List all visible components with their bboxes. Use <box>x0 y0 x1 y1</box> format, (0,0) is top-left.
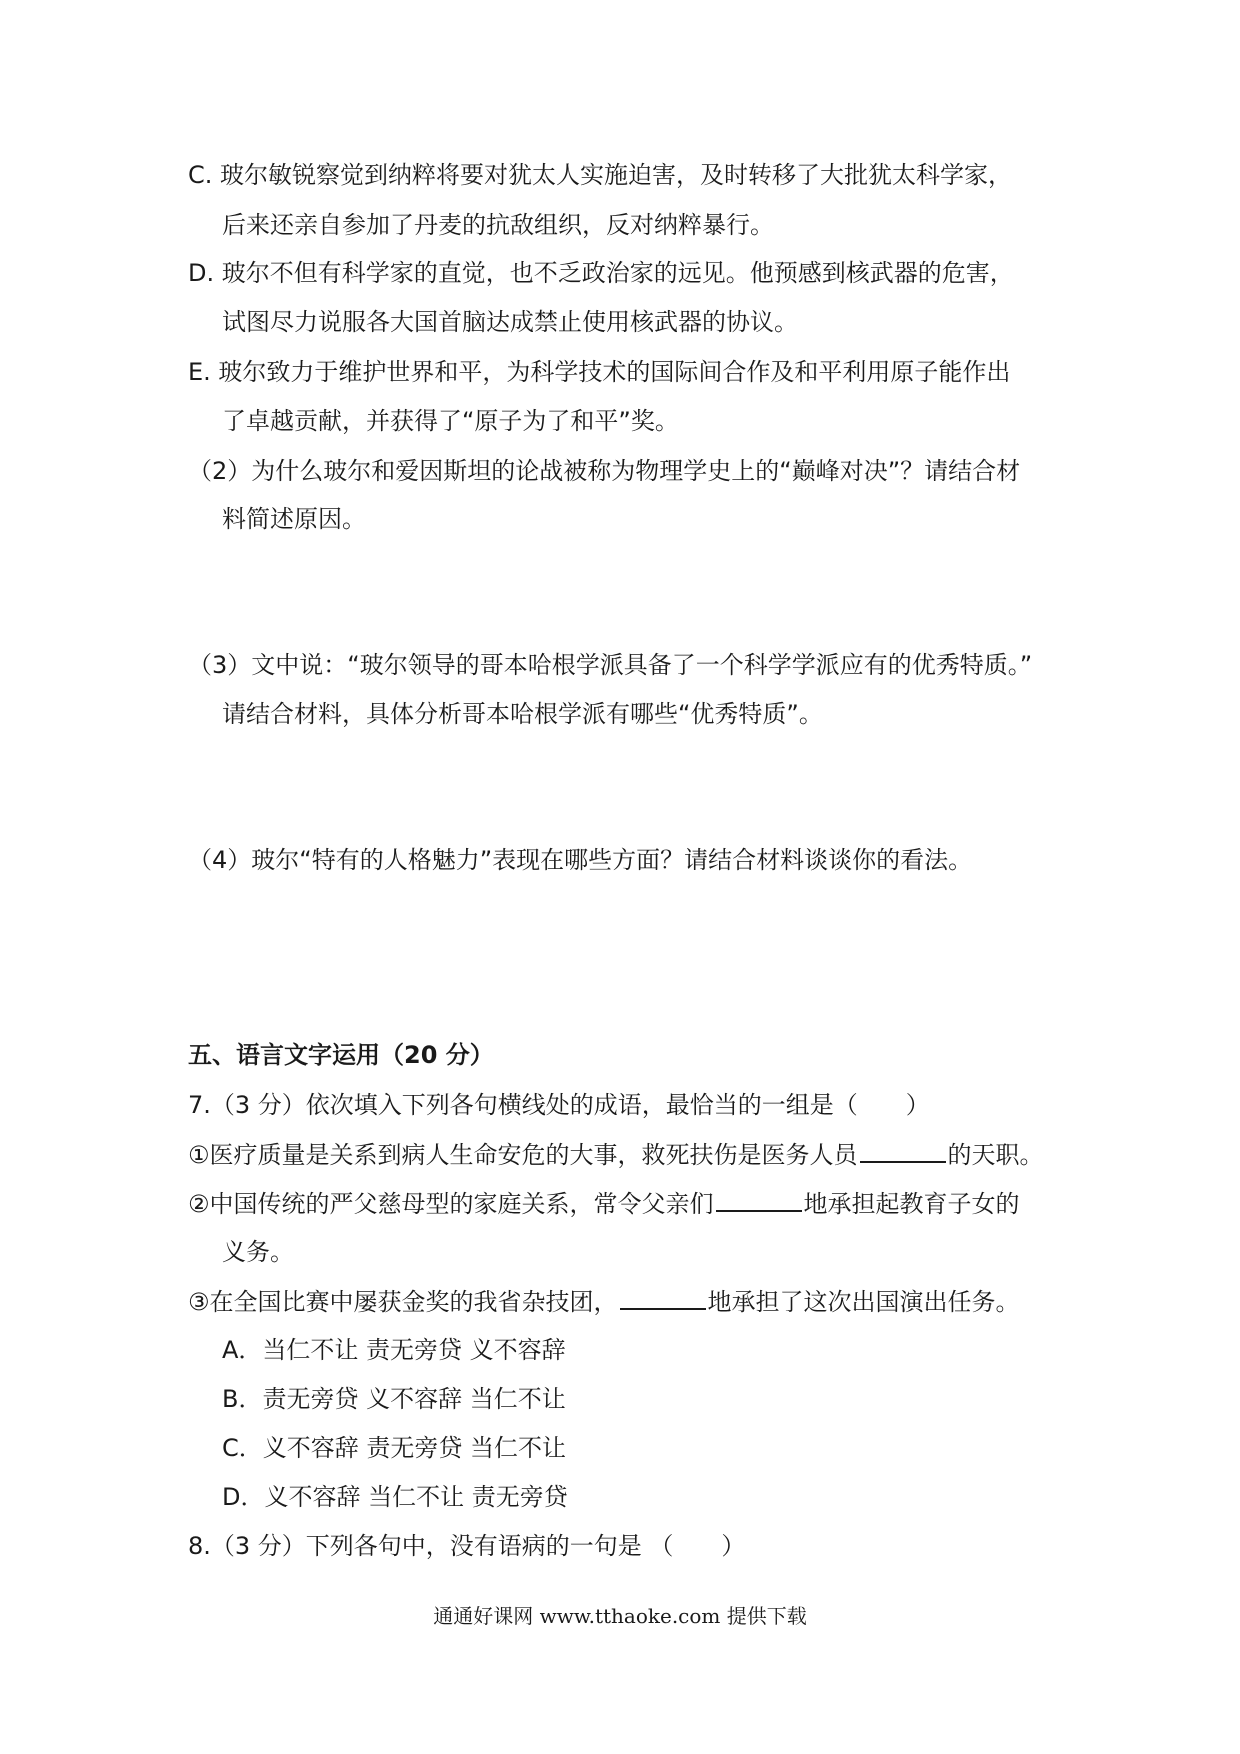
option-b: B．责无旁贷 义不容辞 当仁不让 <box>222 1385 566 1413</box>
section-title: 五、语言文字运用（20 分） <box>188 1041 494 1069</box>
footer-text: 通通好课网 www.tthaoke.com 提供下载 <box>433 1604 807 1628</box>
option-d-line1: D. 玻尔不但有科学家的直觉，也不乏政治家的远见。他预感到核武器的危害， <box>188 259 1014 287</box>
blank-3 <box>620 1286 706 1310</box>
question-2-line2: 料简述原因。 <box>222 505 366 533</box>
question-3-line1: （3）文中说：“玻尔领导的哥本哈根学派具备了一个科学学派应有的优秀特质。” <box>188 651 1033 679</box>
option-c: C．义不容辞 责无旁贷 当仁不让 <box>222 1434 567 1462</box>
option-e-line2: 了卓越贡献，并获得了“原子为了和平”奖。 <box>222 407 679 435</box>
sentence-2-before: ②中国传统的严父慈母型的家庭关系，常令父亲们 <box>188 1190 714 1218</box>
option-a: A．当仁不让 责无旁贷 义不容辞 <box>222 1336 566 1364</box>
option-d-line2: 试图尽力说服各大国首脑达成禁止使用核武器的协议。 <box>222 308 798 336</box>
sentence-1 <box>188 1139 1044 1170</box>
option-c-line2: 后来还亲自参加了丹麦的抗敌组织，反对纳粹暴行。 <box>222 211 774 239</box>
option-d: D．义不容辞 当仁不让 责无旁贷 <box>222 1483 568 1511</box>
sentence-3-after: 地承担了这次出国演出任务。 <box>707 1288 1020 1316</box>
sentence-2 <box>188 1188 1020 1219</box>
sentence-1-after: 的天职。 <box>947 1141 1044 1169</box>
sentence-3 <box>188 1286 1020 1317</box>
option-c-line1: C. 玻尔敏锐察觉到纳粹将要对犹太人实施迫害，及时转移了大批犹太科学家， <box>188 161 1013 189</box>
question-4-line1: （4）玻尔“特有的人格魅力”表现在哪些方面？请结合材料谈谈你的看法。 <box>188 846 973 874</box>
question-8-stem: 8.（3 分）下列各句中，没有语病的一句是 （ ） <box>188 1532 746 1560</box>
question-7-stem: 7.（3 分）依次填入下列各句横线处的成语，最恰当的一组是（ ） <box>188 1091 930 1119</box>
option-e-line1: E. 玻尔致力于维护世界和平，为科学技术的国际间合作及和平利用原子能作出 <box>188 358 1011 386</box>
blank-1 <box>860 1139 946 1163</box>
sentence-2-line2: 义务。 <box>222 1238 294 1266</box>
sentence-1-before: ①医疗质量是关系到病人生命安危的大事，救死扶伤是医务人员 <box>188 1141 858 1169</box>
sentence-2-after: 地承担起教育子女的 <box>803 1190 1020 1218</box>
question-2-line1: （2）为什么玻尔和爱因斯坦的论战被称为物理学史上的“巅峰对决”？请结合材 <box>188 457 1021 485</box>
question-3-line2: 请结合材料，具体分析哥本哈根学派有哪些“优秀特质”。 <box>222 700 823 728</box>
sentence-3-before: ③在全国比赛中屡获金奖的我省杂技团， <box>188 1288 618 1316</box>
blank-2 <box>716 1188 802 1212</box>
